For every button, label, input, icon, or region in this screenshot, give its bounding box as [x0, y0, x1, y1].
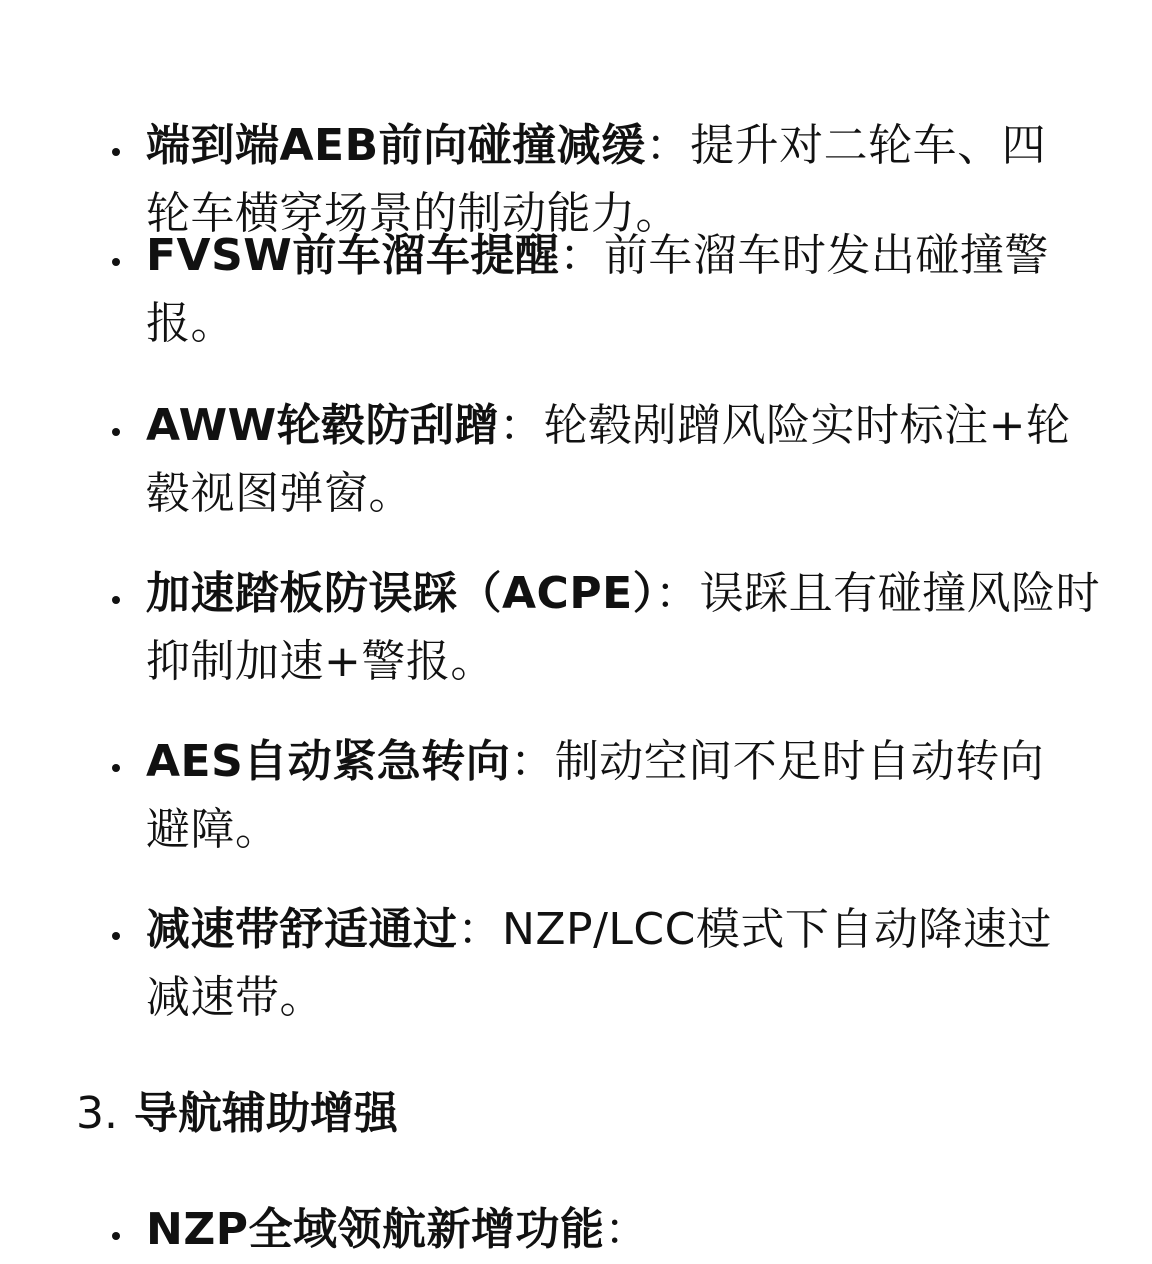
- separator: ：: [457, 904, 502, 955]
- feature-term: 减速带舒适通过: [146, 904, 458, 955]
- bullet: [112, 932, 120, 940]
- feature-term: NZP全域领航新增功能: [146, 1204, 605, 1255]
- list-item-text: [146, 728, 1086, 864]
- feature-description: 制动空间不足时自动转向避障。: [146, 736, 1045, 855]
- list-item-text: [146, 222, 1086, 358]
- separator: ：: [499, 400, 544, 451]
- feature-description: NZP/LCC模式下自动降速过减速带。: [146, 904, 1052, 1023]
- list-item-text: [146, 392, 1086, 528]
- feature-term: AWW轮毂防刮蹭: [146, 400, 500, 451]
- feature-description: 提升对二轮车、四轮车横穿场景的制动能力。: [146, 120, 1047, 239]
- bullet: [112, 428, 120, 436]
- feature-term: AES自动紧急转向: [146, 736, 511, 787]
- bullet: [112, 596, 120, 604]
- separator: ：: [559, 230, 604, 281]
- bullet: [112, 258, 120, 266]
- feature-term: FVSW前车溜车提醒: [146, 230, 560, 281]
- bullet: [112, 764, 120, 772]
- separator: ：: [645, 120, 691, 171]
- feature-term: 端到端AEB前向碰撞减缓: [146, 120, 646, 171]
- list-item-text: [146, 560, 1106, 696]
- list-item-text: [146, 896, 1086, 1032]
- section-title: 导航辅助增强: [133, 1088, 398, 1139]
- separator: ：: [655, 568, 700, 619]
- section-number: 3.: [76, 1088, 118, 1139]
- list-item-text: [146, 1196, 1086, 1264]
- bullet: [112, 1232, 120, 1240]
- separator: ：: [510, 736, 555, 787]
- feature-term: 加速踏板防误踩（ACPE）: [146, 568, 656, 619]
- bullet: [112, 148, 120, 156]
- separator: ：: [604, 1204, 649, 1255]
- feature-description: 轮毂剐蹭风险实时标注+轮毂视图弹窗。: [146, 400, 1071, 519]
- section-heading: [76, 1080, 398, 1148]
- feature-description: 前车溜车时发出碰撞警报。: [146, 230, 1049, 349]
- feature-description: 误踩且有碰撞风险时抑制加速+警报。: [146, 568, 1101, 687]
